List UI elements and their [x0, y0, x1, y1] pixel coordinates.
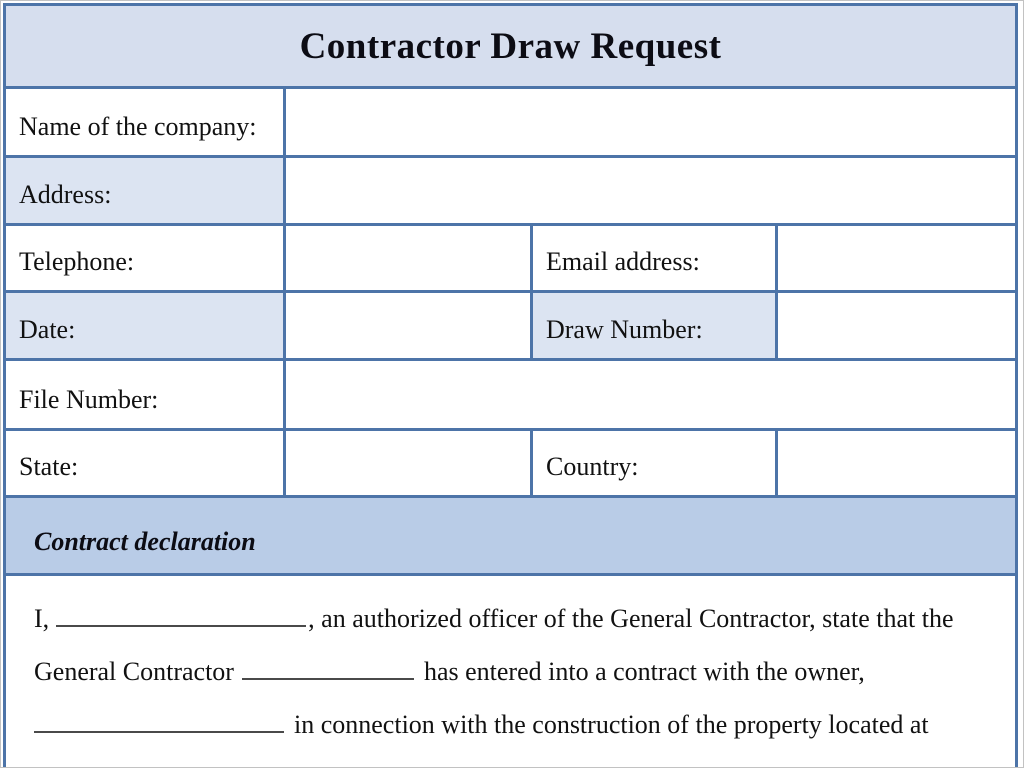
telephone-label: Telephone: — [6, 226, 286, 290]
name-of-company-field[interactable] — [286, 89, 1015, 155]
file-number-field[interactable] — [286, 361, 1015, 428]
country-label: Country: — [533, 431, 778, 495]
date-field[interactable] — [286, 293, 533, 358]
state-field[interactable] — [286, 431, 533, 495]
row-name-of-company — [6, 89, 1015, 158]
declaration-line-2 — [34, 645, 995, 698]
draw-number-field[interactable] — [778, 293, 1015, 358]
declaration-line-2-pre: General Contractor — [34, 657, 234, 686]
state-label: State: — [6, 431, 286, 495]
declaration-line-2-post: has entered into a contract with the owner, — [423, 657, 865, 686]
page-title: Contractor Draw Request — [299, 25, 722, 67]
owner-name-blank[interactable] — [34, 709, 284, 733]
form-table — [3, 3, 1018, 767]
declaration-line-1-pre: I, — [34, 604, 50, 633]
declaration-line-1 — [34, 592, 995, 645]
form-title-bar — [6, 6, 1015, 89]
email-address-label: Email address: — [533, 226, 778, 290]
declaration-line-3-post: in connection with the construction of the property located at — [294, 710, 929, 739]
general-contractor-blank[interactable] — [242, 656, 414, 680]
name-of-company-label: Name of the company: — [6, 89, 286, 155]
row-date-draw-number — [6, 293, 1015, 361]
file-number-label: File Number: — [6, 361, 286, 428]
declaration-line-1-post: , an authorized officer of the General Contractor, state that the — [308, 604, 954, 633]
address-label: Address: — [6, 158, 286, 223]
row-file-number — [6, 361, 1015, 431]
section-title: Contract declaration — [34, 527, 256, 556]
country-field[interactable] — [778, 431, 1015, 495]
email-address-field[interactable] — [778, 226, 1015, 290]
date-label: Date: — [6, 293, 286, 358]
address-field[interactable] — [286, 158, 1015, 223]
row-telephone-email — [6, 226, 1015, 293]
row-address — [6, 158, 1015, 226]
declaration-line-3 — [34, 698, 995, 751]
officer-name-blank[interactable] — [56, 603, 306, 627]
declaration-body — [6, 576, 1015, 767]
telephone-field[interactable] — [286, 226, 533, 290]
row-state-country — [6, 431, 1015, 498]
contract-declaration-header — [6, 498, 1015, 576]
draw-number-label: Draw Number: — [533, 293, 778, 358]
